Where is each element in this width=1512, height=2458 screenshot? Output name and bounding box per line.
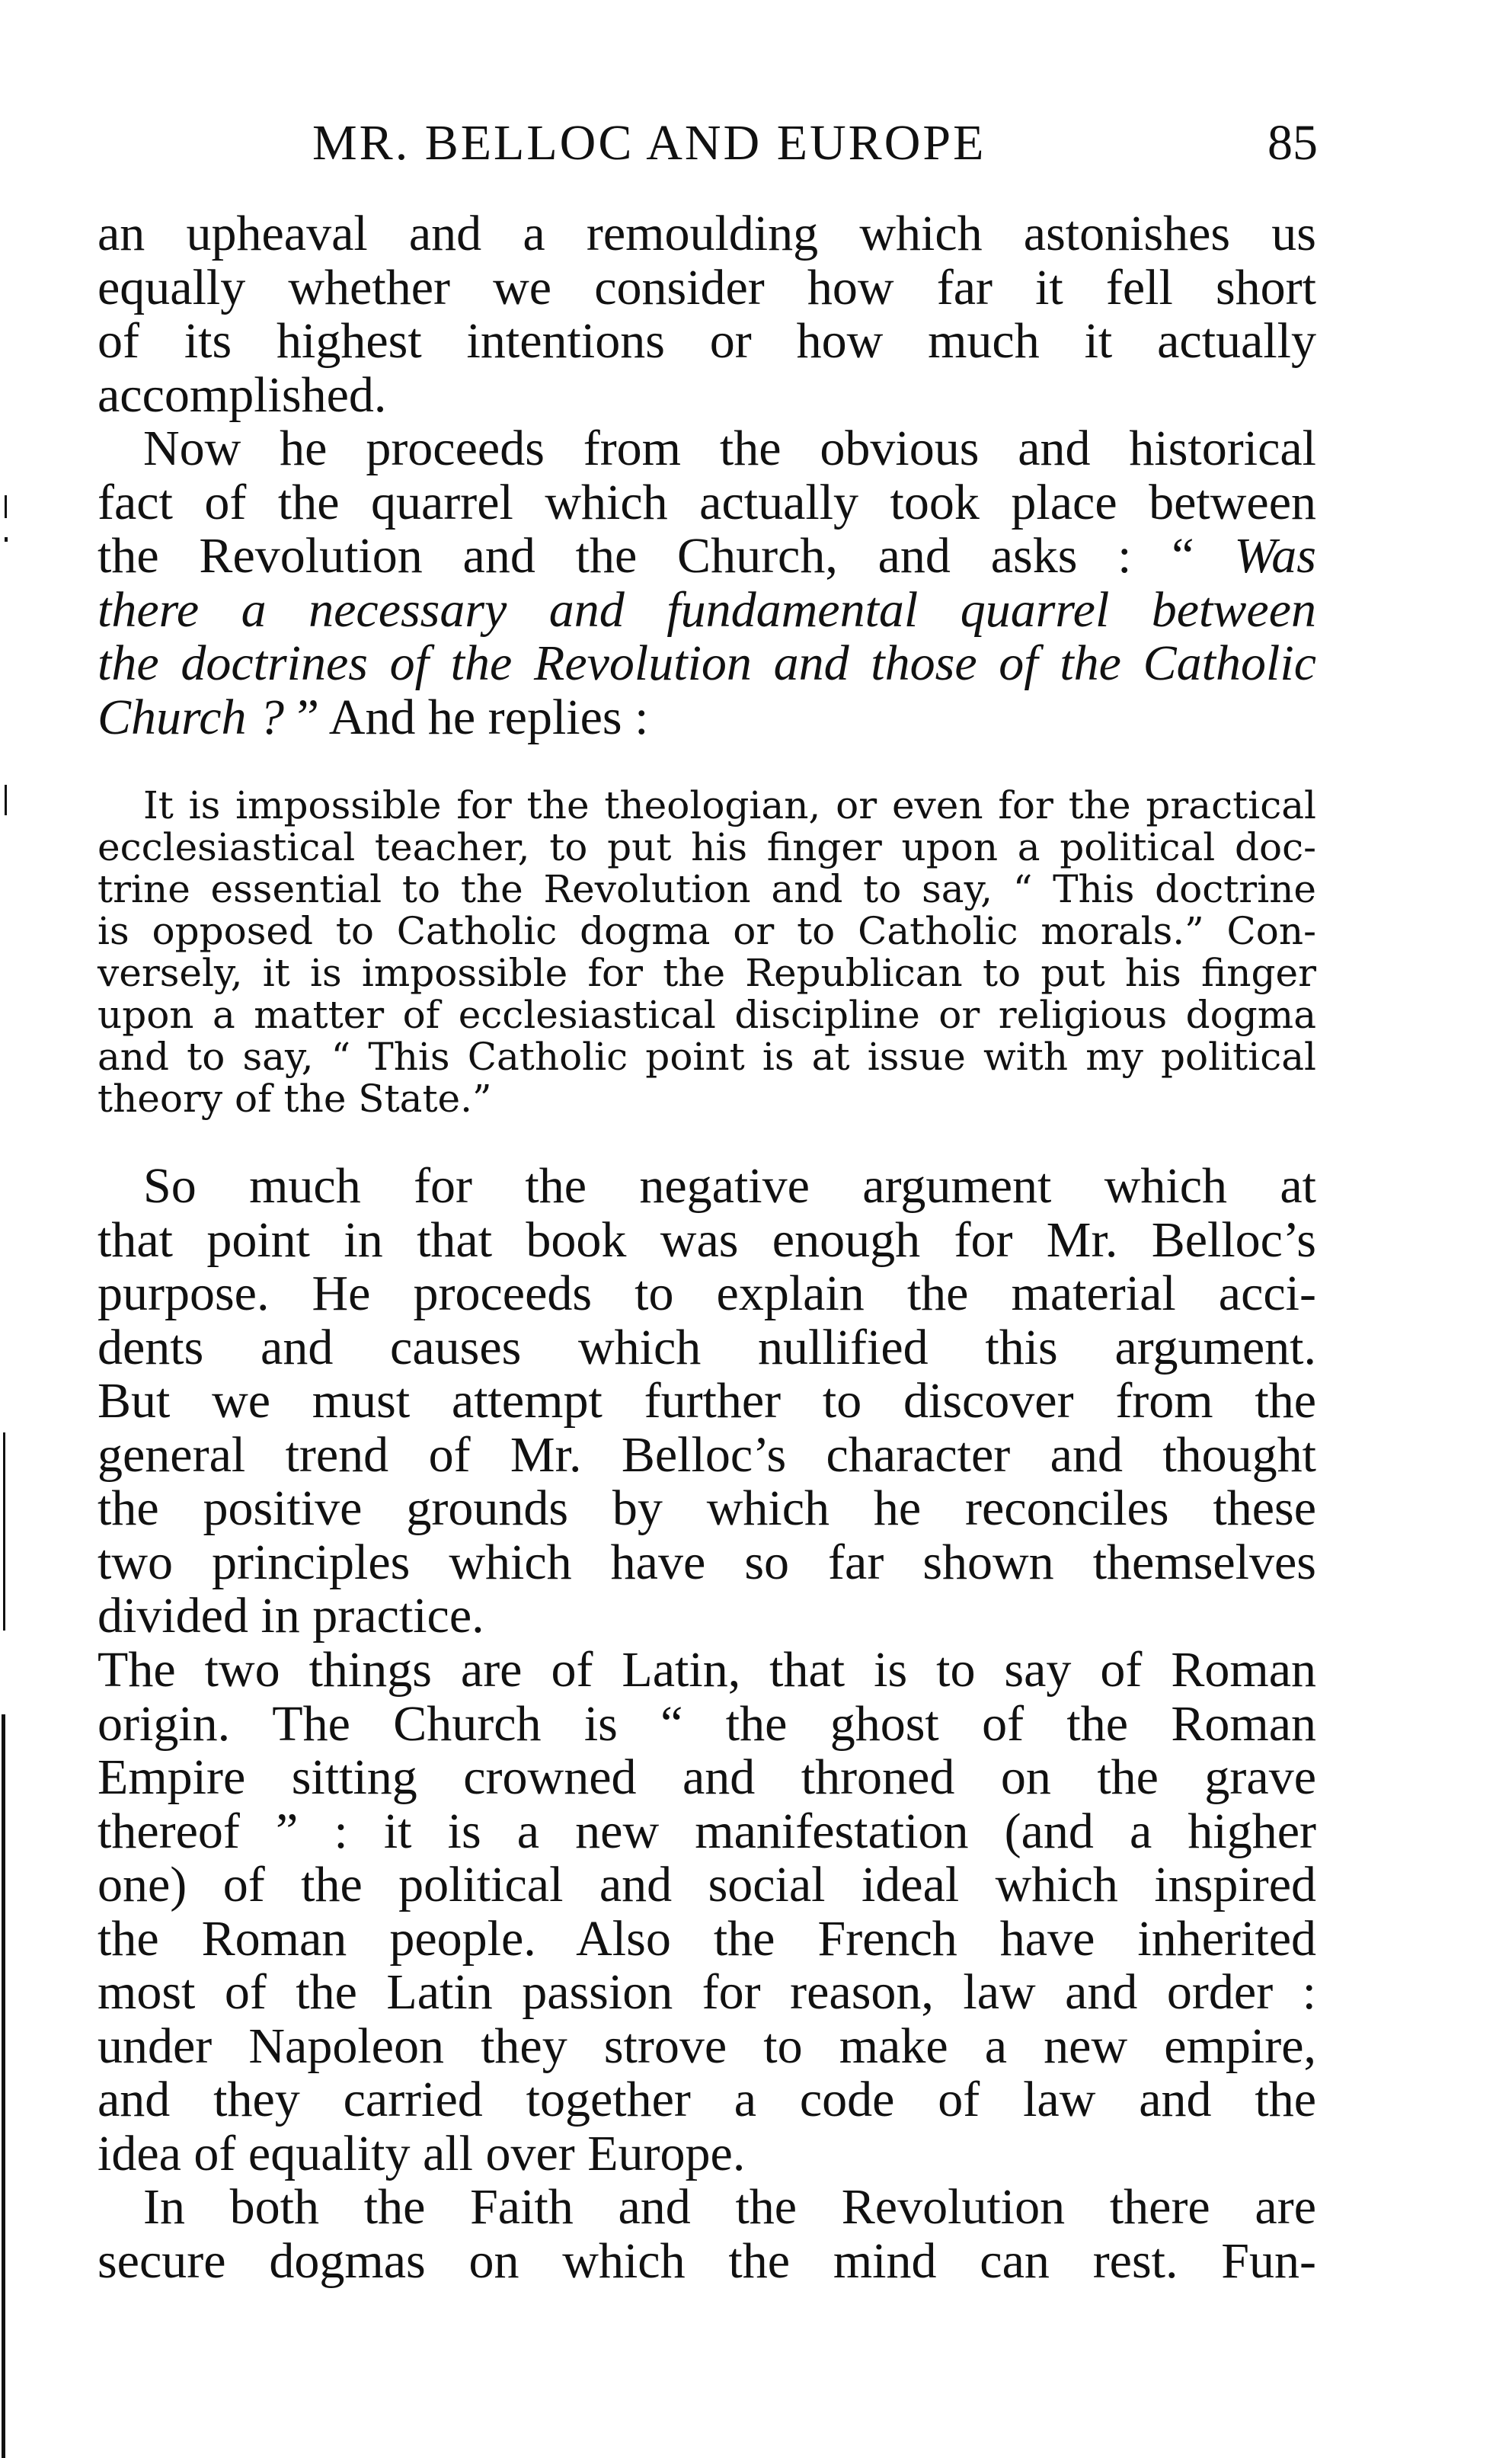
body-line: two principles which have so far shown themselves	[97, 1534, 1316, 1590]
paragraph-4	[97, 1643, 1316, 2181]
body-line: accomplished.	[97, 366, 387, 423]
body-line: Church ? ” And he replies :	[97, 689, 649, 745]
quote-line: upon a matter of ecclesiastical discipline or religious dogma	[97, 993, 1316, 1037]
body-line: In both the Faith and the Revolution there are	[143, 2179, 1316, 2235]
body-line: of its highest intentions or how much it actually	[97, 313, 1316, 369]
body-line: fact of the quarrel which actually took place between	[97, 474, 1316, 530]
quote-line: ecclesiastical teacher, to put his finger upon a political doc-	[97, 825, 1316, 869]
italic-word: Church ?	[97, 689, 285, 745]
body-line: purpose. He proceeds to explain the material acci-	[97, 1266, 1316, 1321]
body-line: the positive grounds by which he reconciles these	[97, 1480, 1316, 1536]
body-line: equally whether we consider how far it fell short	[97, 259, 1316, 315]
quote-line: theory of the State.”	[97, 1077, 492, 1121]
body-line: and they carried together a code of law and the	[97, 2072, 1316, 2127]
body-line: thereof ” : it is a new manifestation (and a higher	[97, 1803, 1316, 1859]
body-line: one) of the political and social ideal which inspired	[97, 1857, 1316, 1912]
quote-line: is opposed to Catholic dogma or to Catholic morals.” Con-	[97, 909, 1316, 953]
margin-rule-line	[2, 1714, 5, 2458]
body-line: most of the Latin passion for reason, law and order :	[97, 1964, 1316, 2020]
paragraph-1	[97, 207, 1316, 422]
margin-mark	[5, 785, 7, 815]
body-line: the Revolution and the Church, and asks : “ Was	[97, 528, 1316, 584]
quote-line: versely, it is impossible for the Republican to put his finger	[97, 951, 1316, 995]
body-line: So much for the negative argument which at	[143, 1158, 1316, 1214]
body-line-italic: there a necessary and fundamental quarrel between	[97, 581, 1316, 638]
body-line: divided in practice.	[97, 1588, 484, 1643]
running-header	[312, 114, 1318, 183]
body-line: an upheaval and a remoulding which astonishes us	[97, 206, 1316, 261]
italic-word: Was	[1234, 528, 1316, 584]
quote-line: trine essential to the Revolution and to say, “ This doctrine	[97, 867, 1316, 911]
body-line: general trend of Mr. Belloc’s character and thought	[97, 1426, 1316, 1483]
body-line: But we must attempt further to discover from the	[97, 1373, 1316, 1429]
margin-rule-line	[3, 1432, 5, 1631]
running-title: MR. BELLOC AND EUROPE	[312, 115, 986, 171]
body-line: origin. The Church is “ the ghost of the Roman	[97, 1695, 1316, 1752]
quote-line: It is impossible for the theologian, or even for the practical	[143, 783, 1316, 827]
body-line: Empire sitting crowned and throned on the grave	[97, 1749, 1316, 1805]
body-line: secure dogmas on which the mind can rest. Fun-	[97, 2232, 1316, 2289]
page-number: 85	[1267, 115, 1318, 171]
body-line: Now he proceeds from the obvious and historical	[143, 421, 1316, 476]
body-line: dents and causes which nullified this argument.	[97, 1319, 1316, 1375]
body-line: the Roman people. Also the French have inherited	[97, 1910, 1316, 1967]
block-quote	[97, 785, 1316, 1120]
body-line-italic: the doctrines of the Revolution and those of the Catholic	[97, 635, 1316, 691]
body-line: that point in that book was enough for Mr. Belloc’s	[97, 1211, 1316, 1268]
quote-line: and to say, “ This Catholic point is at issue with my political	[97, 1035, 1316, 1079]
paragraph-2	[97, 422, 1316, 744]
body-line: The two things are of Latin, that is to say of Roman	[97, 1642, 1316, 1698]
body-line: idea of equality all over Europe.	[97, 2125, 746, 2181]
paragraph-5	[97, 2181, 1316, 2288]
margin-mark	[5, 495, 7, 518]
body-line: under Napoleon they strove to make a new empire,	[97, 2018, 1316, 2074]
paragraph-3	[97, 1160, 1316, 1643]
margin-mark	[5, 537, 8, 542]
